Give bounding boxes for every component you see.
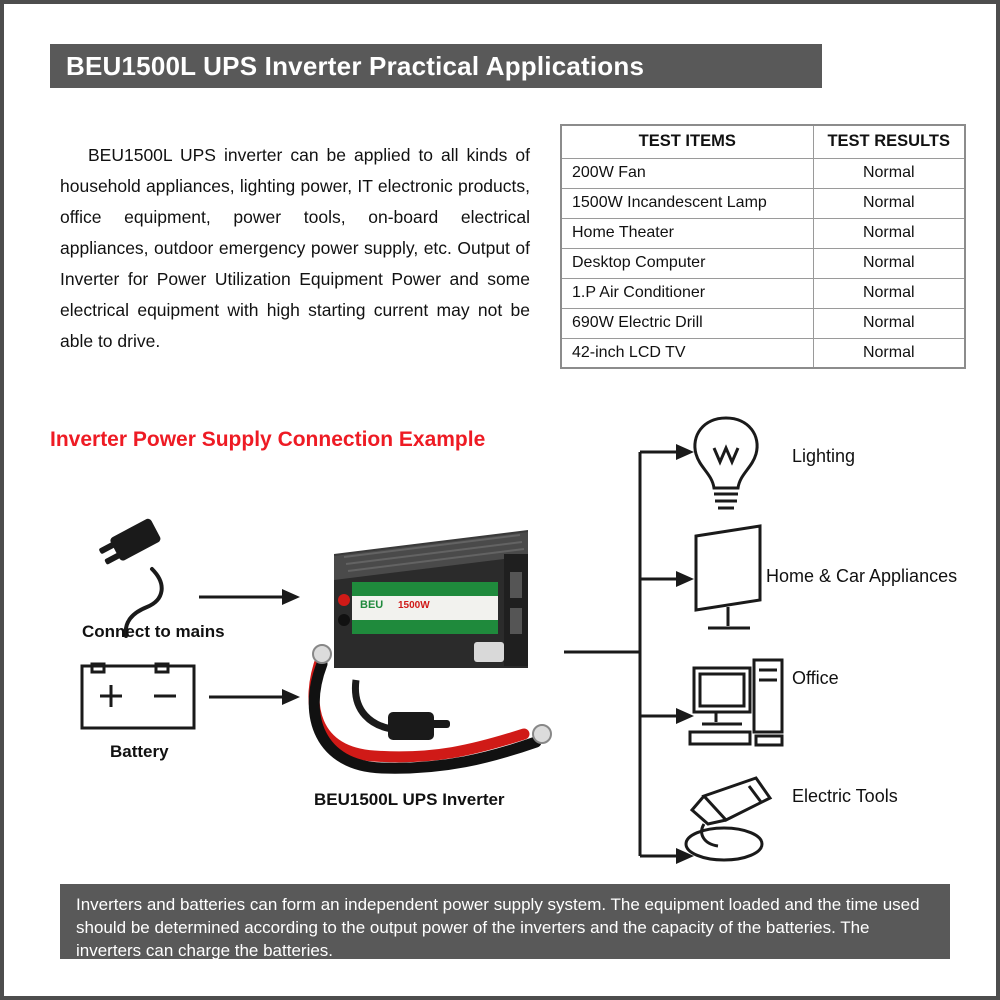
connection-diagram: [4, 404, 1000, 884]
table-header-row: [561, 125, 965, 158]
cell-test-result: Normal: [813, 308, 965, 338]
page-title-banner: [50, 44, 822, 88]
intro-paragraph: BEU1500L UPS inverter can be applied to all kinds of household appliances, lighting power, IT electronic products, office equipment, power tools, on-board electrical appliances, outdoor emergency power supply, etc. Output of Inverter for Power Utilization Equipment Power and some electrical equipment with high starting current may not be able to drive.: [60, 144, 530, 351]
label-inverter-device: BEU1500L UPS Inverter: [314, 790, 505, 809]
cell-test-result: Normal: [813, 218, 965, 248]
arrow-mains-to-inverter: [199, 589, 300, 605]
cell-test-result: Normal: [813, 248, 965, 278]
cell-test-item: 200W Fan: [561, 158, 813, 188]
table-row: [561, 158, 965, 188]
inverter-device-illustration: [313, 530, 551, 768]
cell-test-item: Desktop Computer: [561, 248, 813, 278]
desktop-computer-icon: [690, 660, 782, 745]
page-title: BEU1500L UPS Inverter Practical Applications: [66, 50, 645, 81]
column-header-test-items: TEST ITEMS: [561, 125, 813, 158]
cell-test-item: 1500W Incandescent Lamp: [561, 188, 813, 218]
output-bus-lines: [564, 444, 694, 864]
device-brand-text: BEU: [360, 599, 384, 611]
table-row: [561, 218, 965, 248]
table-row: [561, 248, 965, 278]
footer-note-banner: [60, 884, 950, 959]
angle-grinder-icon: [686, 778, 770, 860]
cell-test-result: Normal: [813, 278, 965, 308]
lightbulb-icon: [695, 418, 757, 508]
cell-test-item: 42-inch LCD TV: [561, 338, 813, 368]
device-power-text: 1500W: [398, 600, 430, 611]
label-connect-to-mains: Connect to mains: [82, 622, 225, 641]
table-row: [561, 308, 965, 338]
table-row: [561, 188, 965, 218]
label-output-home-car-appliances: Home & Car Appliances: [766, 566, 958, 586]
arrow-battery-to-inverter: [209, 689, 300, 705]
section-heading-connection-example: Inverter Power Supply Connection Example: [50, 428, 486, 451]
table-row: [561, 338, 965, 368]
label-output-electric-tools: Electric Tools: [792, 786, 898, 806]
table-body: [561, 158, 965, 368]
cell-test-item: 1.P Air Conditioner: [561, 278, 813, 308]
test-results-table: [560, 124, 966, 369]
label-battery: Battery: [110, 742, 169, 761]
label-output-office: Office: [792, 668, 839, 688]
table-row: [561, 278, 965, 308]
cell-test-result: Normal: [813, 158, 965, 188]
table-head: [561, 125, 965, 158]
column-header-test-results: TEST RESULTS: [813, 125, 965, 158]
label-output-lighting: Lighting: [792, 446, 856, 466]
cell-test-item: Home Theater: [561, 218, 813, 248]
battery-icon: [82, 664, 194, 728]
plug-icon: [97, 517, 162, 636]
television-icon: [696, 526, 760, 628]
footer-note-text: Inverters and batteries can form an independent power supply system. The equipment loaded and the time used should be determined according to the output power of the inverters and the capacity of the batteries. The inverters can charge the batteries.: [76, 895, 920, 960]
cell-test-item: 690W Electric Drill: [561, 308, 813, 338]
cell-test-result: Normal: [813, 188, 965, 218]
cell-test-result: Normal: [813, 338, 965, 368]
